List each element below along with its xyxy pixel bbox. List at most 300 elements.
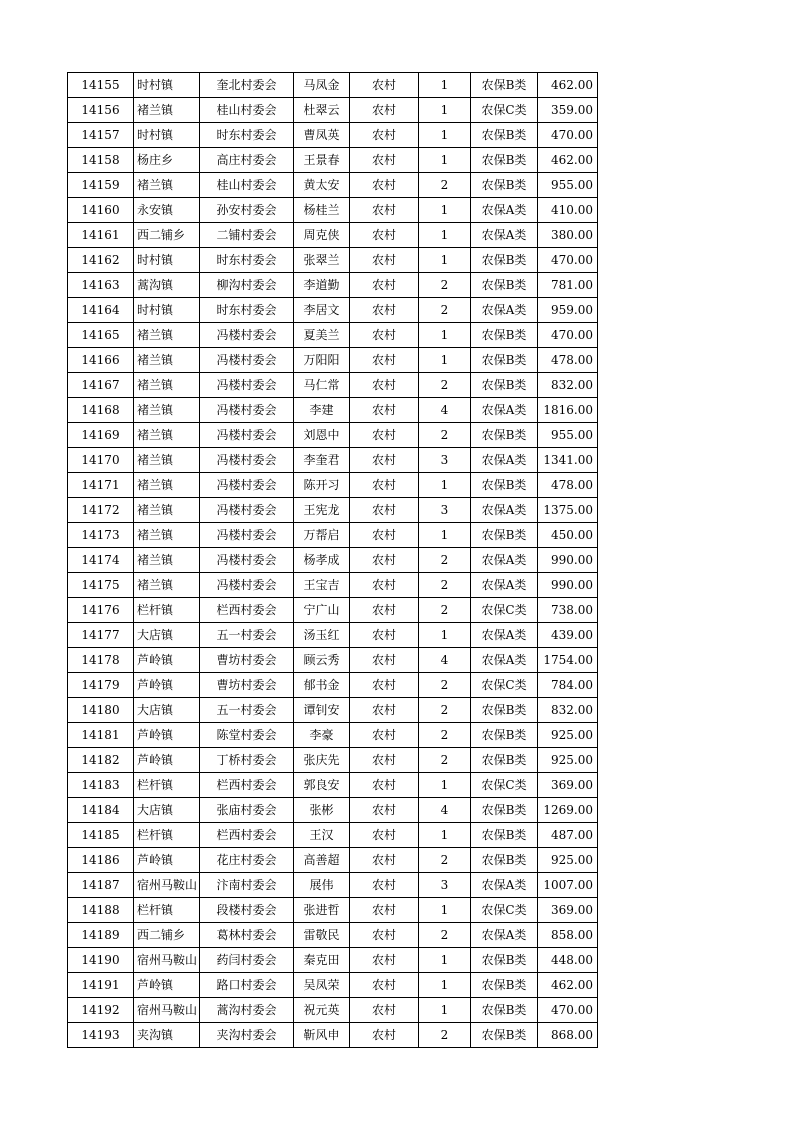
member-count-cell: 1 <box>419 898 471 923</box>
table-body <box>68 73 598 1048</box>
table-row <box>68 548 598 573</box>
member-count-cell: 4 <box>419 398 471 423</box>
member-count-cell: 2 <box>419 548 471 573</box>
person-name-cell: 雷敬民 <box>294 923 350 948</box>
record-id-cell: 14168 <box>68 398 134 423</box>
person-name-cell: 王宪龙 <box>294 498 350 523</box>
amount-cell: 439.00 <box>538 623 598 648</box>
record-id-cell: 14185 <box>68 823 134 848</box>
village-committee-cell: 冯楼村委会 <box>200 498 294 523</box>
table-row <box>68 298 598 323</box>
amount-cell: 470.00 <box>538 248 598 273</box>
town-cell: 芦岭镇 <box>134 748 200 773</box>
amount-cell: 832.00 <box>538 373 598 398</box>
town-cell: 芦岭镇 <box>134 848 200 873</box>
town-cell: 褚兰镇 <box>134 448 200 473</box>
member-count-cell: 1 <box>419 823 471 848</box>
amount-cell: 925.00 <box>538 848 598 873</box>
table-row <box>68 573 598 598</box>
record-id-cell: 14173 <box>68 523 134 548</box>
village-committee-cell: 夹沟村委会 <box>200 1023 294 1048</box>
person-name-cell: 李建 <box>294 398 350 423</box>
town-cell: 时村镇 <box>134 73 200 98</box>
household-type-cell: 农村 <box>350 198 419 223</box>
household-type-cell: 农村 <box>350 498 419 523</box>
village-committee-cell: 时东村委会 <box>200 248 294 273</box>
town-cell: 芦岭镇 <box>134 648 200 673</box>
table-row <box>68 348 598 373</box>
table-row <box>68 798 598 823</box>
household-type-cell: 农村 <box>350 448 419 473</box>
village-committee-cell: 曹坊村委会 <box>200 648 294 673</box>
table-row <box>68 223 598 248</box>
village-committee-cell: 冯楼村委会 <box>200 523 294 548</box>
town-cell: 夹沟镇 <box>134 1023 200 1048</box>
village-committee-cell: 冯楼村委会 <box>200 398 294 423</box>
household-type-cell: 农村 <box>350 998 419 1023</box>
record-id-cell: 14160 <box>68 198 134 223</box>
person-name-cell: 万阳阳 <box>294 348 350 373</box>
village-committee-cell: 孙安村委会 <box>200 198 294 223</box>
village-committee-cell: 栏西村委会 <box>200 598 294 623</box>
person-name-cell: 马仁常 <box>294 373 350 398</box>
amount-cell: 1341.00 <box>538 448 598 473</box>
table-row <box>68 123 598 148</box>
household-type-cell: 农村 <box>350 373 419 398</box>
amount-cell: 470.00 <box>538 323 598 348</box>
amount-cell: 1816.00 <box>538 398 598 423</box>
record-id-cell: 14188 <box>68 898 134 923</box>
member-count-cell: 1 <box>419 998 471 1023</box>
amount-cell: 990.00 <box>538 573 598 598</box>
member-count-cell: 1 <box>419 73 471 98</box>
amount-cell: 959.00 <box>538 298 598 323</box>
insurance-class-cell: 农保B类 <box>471 823 538 848</box>
household-type-cell: 农村 <box>350 223 419 248</box>
member-count-cell: 2 <box>419 573 471 598</box>
record-id-cell: 14156 <box>68 98 134 123</box>
village-committee-cell: 冯楼村委会 <box>200 348 294 373</box>
person-name-cell: 张进哲 <box>294 898 350 923</box>
member-count-cell: 1 <box>419 523 471 548</box>
village-committee-cell: 丁桥村委会 <box>200 748 294 773</box>
person-name-cell: 李居文 <box>294 298 350 323</box>
town-cell: 栏杆镇 <box>134 773 200 798</box>
household-type-cell: 农村 <box>350 473 419 498</box>
table-row <box>68 73 598 98</box>
table-row <box>68 698 598 723</box>
household-type-cell: 农村 <box>350 973 419 998</box>
table-row <box>68 873 598 898</box>
record-id-cell: 14167 <box>68 373 134 398</box>
insurance-class-cell: 农保C类 <box>471 773 538 798</box>
member-count-cell: 2 <box>419 373 471 398</box>
village-committee-cell: 葛林村委会 <box>200 923 294 948</box>
town-cell: 大店镇 <box>134 698 200 723</box>
household-type-cell: 农村 <box>350 948 419 973</box>
member-count-cell: 1 <box>419 98 471 123</box>
amount-cell: 359.00 <box>538 98 598 123</box>
insurance-class-cell: 农保B类 <box>471 273 538 298</box>
person-name-cell: 黄太安 <box>294 173 350 198</box>
record-id-cell: 14159 <box>68 173 134 198</box>
person-name-cell: 万帮启 <box>294 523 350 548</box>
village-committee-cell: 药闫村委会 <box>200 948 294 973</box>
table-row <box>68 623 598 648</box>
village-committee-cell: 高庄村委会 <box>200 148 294 173</box>
town-cell: 永安镇 <box>134 198 200 223</box>
table-row <box>68 473 598 498</box>
village-committee-cell: 花庄村委会 <box>200 848 294 873</box>
member-count-cell: 2 <box>419 723 471 748</box>
household-type-cell: 农村 <box>350 648 419 673</box>
record-id-cell: 14165 <box>68 323 134 348</box>
member-count-cell: 2 <box>419 598 471 623</box>
record-id-cell: 14179 <box>68 673 134 698</box>
town-cell: 宿州马鞍山 <box>134 948 200 973</box>
household-type-cell: 农村 <box>350 623 419 648</box>
village-committee-cell: 段楼村委会 <box>200 898 294 923</box>
record-id-cell: 14169 <box>68 423 134 448</box>
record-id-cell: 14183 <box>68 773 134 798</box>
amount-cell: 1754.00 <box>538 648 598 673</box>
insurance-class-cell: 农保A类 <box>471 198 538 223</box>
insurance-class-cell: 农保B类 <box>471 948 538 973</box>
village-committee-cell: 路口村委会 <box>200 973 294 998</box>
member-count-cell: 2 <box>419 748 471 773</box>
insurance-class-cell: 农保B类 <box>471 123 538 148</box>
record-id-cell: 14189 <box>68 923 134 948</box>
town-cell: 褚兰镇 <box>134 323 200 348</box>
member-count-cell: 2 <box>419 848 471 873</box>
record-id-cell: 14171 <box>68 473 134 498</box>
household-type-cell: 农村 <box>350 748 419 773</box>
village-committee-cell: 五一村委会 <box>200 623 294 648</box>
town-cell: 褚兰镇 <box>134 98 200 123</box>
member-count-cell: 1 <box>419 348 471 373</box>
insurance-class-cell: 农保A类 <box>471 498 538 523</box>
household-type-cell: 农村 <box>350 598 419 623</box>
town-cell: 褚兰镇 <box>134 473 200 498</box>
insurance-class-cell: 农保A类 <box>471 648 538 673</box>
table-row <box>68 998 598 1023</box>
insurance-class-cell: 农保A类 <box>471 548 538 573</box>
insurance-class-cell: 农保B类 <box>471 148 538 173</box>
village-committee-cell: 桂山村委会 <box>200 98 294 123</box>
table-row <box>68 823 598 848</box>
person-name-cell: 秦克田 <box>294 948 350 973</box>
town-cell: 栏杆镇 <box>134 823 200 848</box>
village-committee-cell: 汴南村委会 <box>200 873 294 898</box>
town-cell: 芦岭镇 <box>134 973 200 998</box>
record-id-cell: 14157 <box>68 123 134 148</box>
amount-cell: 470.00 <box>538 123 598 148</box>
amount-cell: 955.00 <box>538 173 598 198</box>
insurance-class-cell: 农保A类 <box>471 873 538 898</box>
record-id-cell: 14170 <box>68 448 134 473</box>
household-type-cell: 农村 <box>350 398 419 423</box>
village-committee-cell: 蒿沟村委会 <box>200 998 294 1023</box>
person-name-cell: 王宝吉 <box>294 573 350 598</box>
insurance-class-cell: 农保A类 <box>471 448 538 473</box>
amount-cell: 832.00 <box>538 698 598 723</box>
record-id-cell: 14187 <box>68 873 134 898</box>
town-cell: 褚兰镇 <box>134 548 200 573</box>
town-cell: 褚兰镇 <box>134 348 200 373</box>
amount-cell: 1269.00 <box>538 798 598 823</box>
village-committee-cell: 陈堂村委会 <box>200 723 294 748</box>
household-type-cell: 农村 <box>350 73 419 98</box>
village-committee-cell: 奎北村委会 <box>200 73 294 98</box>
person-name-cell: 吴凤荣 <box>294 973 350 998</box>
insurance-class-cell: 农保B类 <box>471 73 538 98</box>
person-name-cell: 祝元英 <box>294 998 350 1023</box>
person-name-cell: 谭钊安 <box>294 698 350 723</box>
record-id-cell: 14176 <box>68 598 134 623</box>
table-row <box>68 248 598 273</box>
table-row <box>68 448 598 473</box>
table-row <box>68 898 598 923</box>
household-type-cell: 农村 <box>350 248 419 273</box>
village-committee-cell: 张庙村委会 <box>200 798 294 823</box>
household-type-cell: 农村 <box>350 423 419 448</box>
insurance-class-cell: 农保C类 <box>471 898 538 923</box>
person-name-cell: 宁广山 <box>294 598 350 623</box>
person-name-cell: 李豪 <box>294 723 350 748</box>
person-name-cell: 刘恩中 <box>294 423 350 448</box>
member-count-cell: 1 <box>419 148 471 173</box>
village-committee-cell: 冯楼村委会 <box>200 423 294 448</box>
person-name-cell: 汤玉红 <box>294 623 350 648</box>
town-cell: 时村镇 <box>134 123 200 148</box>
amount-cell: 990.00 <box>538 548 598 573</box>
insurance-class-cell: 农保B类 <box>471 973 538 998</box>
insurance-class-cell: 农保B类 <box>471 848 538 873</box>
person-name-cell: 展伟 <box>294 873 350 898</box>
household-type-cell: 农村 <box>350 898 419 923</box>
member-count-cell: 1 <box>419 223 471 248</box>
record-id-cell: 14174 <box>68 548 134 573</box>
household-type-cell: 农村 <box>350 98 419 123</box>
record-id-cell: 14164 <box>68 298 134 323</box>
member-count-cell: 4 <box>419 798 471 823</box>
member-count-cell: 1 <box>419 198 471 223</box>
member-count-cell: 2 <box>419 298 471 323</box>
household-type-cell: 农村 <box>350 673 419 698</box>
amount-cell: 478.00 <box>538 348 598 373</box>
insurance-class-cell: 农保B类 <box>471 798 538 823</box>
insurance-class-cell: 农保A类 <box>471 923 538 948</box>
person-name-cell: 李道勤 <box>294 273 350 298</box>
amount-cell: 738.00 <box>538 598 598 623</box>
member-count-cell: 2 <box>419 673 471 698</box>
member-count-cell: 1 <box>419 948 471 973</box>
insurance-class-cell: 农保B类 <box>471 348 538 373</box>
insurance-class-cell: 农保B类 <box>471 248 538 273</box>
person-name-cell: 高善超 <box>294 848 350 873</box>
table-row <box>68 173 598 198</box>
table-row <box>68 198 598 223</box>
record-id-cell: 14181 <box>68 723 134 748</box>
household-type-cell: 农村 <box>350 148 419 173</box>
person-name-cell: 郭良安 <box>294 773 350 798</box>
village-committee-cell: 时东村委会 <box>200 123 294 148</box>
amount-cell: 925.00 <box>538 748 598 773</box>
table-row <box>68 923 598 948</box>
person-name-cell: 张庆先 <box>294 748 350 773</box>
member-count-cell: 1 <box>419 773 471 798</box>
amount-cell: 462.00 <box>538 148 598 173</box>
amount-cell: 380.00 <box>538 223 598 248</box>
town-cell: 栏杆镇 <box>134 898 200 923</box>
table-row <box>68 273 598 298</box>
village-committee-cell: 冯楼村委会 <box>200 323 294 348</box>
town-cell: 栏杆镇 <box>134 598 200 623</box>
village-committee-cell: 柳沟村委会 <box>200 273 294 298</box>
member-count-cell: 2 <box>419 923 471 948</box>
village-committee-cell: 二铺村委会 <box>200 223 294 248</box>
household-type-cell: 农村 <box>350 723 419 748</box>
person-name-cell: 曹凤英 <box>294 123 350 148</box>
table-row <box>68 148 598 173</box>
village-committee-cell: 冯楼村委会 <box>200 548 294 573</box>
household-type-cell: 农村 <box>350 323 419 348</box>
record-id-cell: 14178 <box>68 648 134 673</box>
village-committee-cell: 时东村委会 <box>200 298 294 323</box>
insurance-class-cell: 农保B类 <box>471 998 538 1023</box>
amount-cell: 868.00 <box>538 1023 598 1048</box>
household-type-cell: 农村 <box>350 823 419 848</box>
town-cell: 褚兰镇 <box>134 373 200 398</box>
amount-cell: 369.00 <box>538 898 598 923</box>
member-count-cell: 1 <box>419 623 471 648</box>
table-row <box>68 598 598 623</box>
town-cell: 西二铺乡 <box>134 223 200 248</box>
member-count-cell: 1 <box>419 248 471 273</box>
person-name-cell: 张彬 <box>294 798 350 823</box>
member-count-cell: 3 <box>419 498 471 523</box>
insurance-class-cell: 农保B类 <box>471 373 538 398</box>
record-id-cell: 14155 <box>68 73 134 98</box>
amount-cell: 487.00 <box>538 823 598 848</box>
amount-cell: 369.00 <box>538 773 598 798</box>
village-committee-cell: 冯楼村委会 <box>200 473 294 498</box>
household-type-cell: 农村 <box>350 123 419 148</box>
record-id-cell: 14177 <box>68 623 134 648</box>
insurance-class-cell: 农保B类 <box>471 1023 538 1048</box>
record-id-cell: 14172 <box>68 498 134 523</box>
member-count-cell: 3 <box>419 873 471 898</box>
member-count-cell: 1 <box>419 473 471 498</box>
village-committee-cell: 栏西村委会 <box>200 773 294 798</box>
record-id-cell: 14186 <box>68 848 134 873</box>
household-type-cell: 农村 <box>350 273 419 298</box>
household-type-cell: 农村 <box>350 548 419 573</box>
record-id-cell: 14184 <box>68 798 134 823</box>
town-cell: 西二铺乡 <box>134 923 200 948</box>
amount-cell: 478.00 <box>538 473 598 498</box>
person-name-cell: 李奎君 <box>294 448 350 473</box>
member-count-cell: 1 <box>419 973 471 998</box>
insurance-class-cell: 农保B类 <box>471 523 538 548</box>
insurance-class-cell: 农保B类 <box>471 323 538 348</box>
village-committee-cell: 曹坊村委会 <box>200 673 294 698</box>
table-row <box>68 673 598 698</box>
table-row <box>68 1023 598 1048</box>
household-type-cell: 农村 <box>350 298 419 323</box>
town-cell: 褚兰镇 <box>134 498 200 523</box>
table-row <box>68 98 598 123</box>
town-cell: 蒿沟镇 <box>134 273 200 298</box>
insurance-class-cell: 农保A类 <box>471 398 538 423</box>
insurance-class-cell: 农保A类 <box>471 623 538 648</box>
table-row <box>68 423 598 448</box>
household-type-cell: 农村 <box>350 923 419 948</box>
table-row <box>68 648 598 673</box>
record-id-cell: 14162 <box>68 248 134 273</box>
amount-cell: 450.00 <box>538 523 598 548</box>
amount-cell: 448.00 <box>538 948 598 973</box>
record-id-cell: 14175 <box>68 573 134 598</box>
household-type-cell: 农村 <box>350 773 419 798</box>
record-id-cell: 14191 <box>68 973 134 998</box>
table-row <box>68 498 598 523</box>
record-id-cell: 14166 <box>68 348 134 373</box>
amount-cell: 784.00 <box>538 673 598 698</box>
member-count-cell: 2 <box>419 173 471 198</box>
village-committee-cell: 冯楼村委会 <box>200 373 294 398</box>
amount-cell: 462.00 <box>538 73 598 98</box>
amount-cell: 925.00 <box>538 723 598 748</box>
amount-cell: 858.00 <box>538 923 598 948</box>
amount-cell: 470.00 <box>538 998 598 1023</box>
person-name-cell: 王汉 <box>294 823 350 848</box>
record-id-cell: 14182 <box>68 748 134 773</box>
village-committee-cell: 桂山村委会 <box>200 173 294 198</box>
insurance-class-cell: 农保B类 <box>471 748 538 773</box>
town-cell: 时村镇 <box>134 248 200 273</box>
household-type-cell: 农村 <box>350 1023 419 1048</box>
table-row <box>68 523 598 548</box>
table-row <box>68 948 598 973</box>
person-name-cell: 杜翠云 <box>294 98 350 123</box>
household-type-cell: 农村 <box>350 798 419 823</box>
village-committee-cell: 栏西村委会 <box>200 823 294 848</box>
person-name-cell: 张翠兰 <box>294 248 350 273</box>
table-row <box>68 973 598 998</box>
household-type-cell: 农村 <box>350 523 419 548</box>
village-committee-cell: 冯楼村委会 <box>200 448 294 473</box>
town-cell: 褚兰镇 <box>134 573 200 598</box>
town-cell: 芦岭镇 <box>134 723 200 748</box>
household-type-cell: 农村 <box>350 848 419 873</box>
member-count-cell: 3 <box>419 448 471 473</box>
record-id-cell: 14161 <box>68 223 134 248</box>
person-name-cell: 杨桂兰 <box>294 198 350 223</box>
insurance-class-cell: 农保B类 <box>471 723 538 748</box>
member-count-cell: 2 <box>419 1023 471 1048</box>
household-type-cell: 农村 <box>350 573 419 598</box>
town-cell: 时村镇 <box>134 298 200 323</box>
insurance-class-cell: 农保C类 <box>471 98 538 123</box>
record-id-cell: 14190 <box>68 948 134 973</box>
table-row <box>68 398 598 423</box>
person-name-cell: 马凤金 <box>294 73 350 98</box>
person-name-cell: 王景春 <box>294 148 350 173</box>
town-cell: 大店镇 <box>134 798 200 823</box>
insurance-class-cell: 农保A类 <box>471 223 538 248</box>
person-name-cell: 陈开习 <box>294 473 350 498</box>
